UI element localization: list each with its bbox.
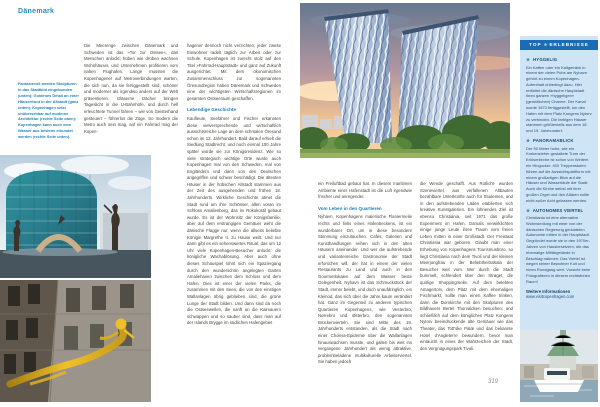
star-icon: ★ bbox=[526, 207, 531, 213]
sidebar-section-title-panoramablick bbox=[526, 138, 592, 144]
article-column-2 bbox=[187, 43, 281, 327]
page-header-country: Dänemark bbox=[18, 8, 55, 15]
sidebar-header-top: TOP bbox=[529, 42, 542, 48]
article-paragraph: hagener dennoch nicht verzichten; jeder zweite Einwohner radelt täglich zur Arbeit oder zur Schule. Kopenhagen ist zurecht stolz auf den Titel »Fahrrad-Hauptstadt« und ganz auf Zukunft ausgerichtet. Mit dem ökonomischen Zusammenschluss zur sogenannten Öresundregion haben Dänemark und Schweden eine der wichtigsten Wirtschaftsregionen im gesamten Ostseeraum geschaffen. bbox=[187, 43, 281, 101]
section-heading-history: Lebendige Geschichte bbox=[187, 107, 237, 113]
article-paragraph: Die Meerenge zwischen Dänemark und Schweden ist das »Tor zur Ostsee«, das Menschen anlockt; hüben wie drüben wachsen Wohnhäuser, und Unternehmen profitieren vom nahen Flughafen. Lange mussten die Kopenhagener auf Metroverbindungen warten, die sich nun, da sie fertiggestellt sind, schöner und moderner als irgendwo anders auf der Welt präsentieren. Gläserne Dächer bringen Tageslicht in die U-Bahnhöfe, und durch hell erleuchtete Tunnel fahren – wie von Geisterhand gesteuert – führerlos die Züge. So modern die Metro auch sein mag, auf ein Fahrrad mag der Kopen- bbox=[84, 43, 178, 134]
photo-fountain-sculptures bbox=[0, 155, 151, 278]
sidebar-section-body: Der 90 Meter hohe, wie ein Korkenzieher gestaltete Turm der Erlöserkirche ist schon von Weitem ein Hingucker. 400 Treppenstufen führen auf die Aussichtsplattform mit einem großartigen Blick auf die Häuser und Wasserläufe der Stadt. Auch die Kirche selbst mit ihrer großen Orgel und den Altären sollte nicht außer Acht gelassen werden. bbox=[526, 145, 591, 203]
photo-golden-facade-detail bbox=[0, 280, 151, 402]
sidebar-content bbox=[526, 53, 592, 299]
sidebar-section-title-autonomes-viertel bbox=[526, 208, 592, 214]
sidebar-header-bar bbox=[520, 40, 598, 50]
sidebar-section-title-text: AUTONOMES VIERTEL bbox=[532, 207, 584, 213]
sidebar-more-info-label: Weitere Informationen bbox=[526, 288, 571, 294]
photo-boat-marble-church bbox=[520, 330, 598, 402]
sidebar-more-info-url: www.visitcopenhagen.com bbox=[526, 293, 575, 299]
photo-caption: Fantasievoll werden Skulpturen in das Stadtbild eingebunden (unten); Goldenes Detail an einer Häuserfront in der Altstadt (ganz unten); Kopenhagen setzt unübersehbar auf moderne Architektur (rechte Seite oben); Kopenhagen kann auch vom Wasser aus bestens erkundet werden (rechte Seite unten). bbox=[18, 81, 79, 140]
page-number: 319 bbox=[487, 379, 498, 385]
tips-sidebar bbox=[520, 36, 598, 402]
star-icon: ★ bbox=[526, 138, 531, 144]
sidebar-section-title-text: HYGGELIG bbox=[532, 57, 558, 62]
sidebar-header-erlebnisse: ERLEBNISSE bbox=[549, 42, 589, 48]
section-heading-quarters: Vom Leben in den Quartieren bbox=[318, 205, 382, 211]
sidebar-section-body: Christiania ist eine alternative Wohnsiedlung mit einer von der dänischen Regierung geduldeten Autonomie mitten in der Hauptstadt. Gegründet wurde sie in den 1970er-Jahren von Hausbesetzern, die das ehemalige Militärgelände in Beschlag nahmen. Das Viertel ist wegen seiner Bewohner Kult und einen Rundgang wert. Vorsicht beim Fotografieren in diesem rechtsfreien Raum! bbox=[526, 215, 591, 284]
star-icon: ★ bbox=[543, 41, 548, 47]
article-paragraph: ein Freiluftbad gebaut hat. In diesem maritimen Ambiente einer Hafenstadt ist die Luft irgendwie frischer und anregender. bbox=[318, 181, 412, 200]
article-column-3 bbox=[318, 181, 412, 366]
article-column-1 bbox=[84, 43, 178, 135]
article-paragraph: Nyhavn, Kopenhagens malerische Flaniermeile rechts und links eines Hafenbeckens, ist ein wunderbarer Ort, um in diese besondere Stimmung einzutauchen. Cafés, Galerien und Kunsthandlungen reihen sich in den alten Häusern aneinander. Und wer die aufstrebende und variantenreiche Gastronomie der Stadt erforschen will, der hat in einem der vielen Restaurants zu Land und auch in den Gourmetlokalen auf dem Wasser beste Gelegenheit. Nyhavn ist das Schmuckstück der Stadt, immer belebt, und doch unaufdringlich, ein Kleinod, das sich über die Jahre kaum verändert hat. Ganz im Gegenteil zu anderen typischen Quartieren Kopenhagens, wie Vesterbro, Nørrebro und Østerbro, den sogenannten Brückenvierteln. Sie sind Mitte des 19. Jahrhunderts entstanden, als die Stadt nach einer Cholera-Epidemie über die Wallanlagen hinauswachsen musste, und galten bis weit ins vergangene Jahrhundert als wenig attraktive, problembeladene multikulturelle Arbeiterviertel. Sie haben jedoch bbox=[318, 214, 412, 365]
article-paragraph: Kaufleute, Seefahrer und Fischer erkannten diese vielversprechende und wirtschaftlich aussichtsreiche Lage an dem schmalen Öresund schon im 12. Jahrhundert. Bald darauf erhielt die Siedlung Stadtrecht, und noch einmal 100 Jahre später wurde sie zur Königsresidenz. Wie so viele strategisch wichtige Orte wurde auch Kopenhagen mal von den Schweden, mal von Engländern und dann von den Deutschen angegriffen und schwer beschädigt. Die ältesten Häuser in der hübschen Altstadt stammen aus der Zeit des ausgehenden und frühen 18. Jahrhunderts. Wirkliche Geschichte atmet die Stadt rund um ihre Schlösser, allen voran im Schloss Amalienborg, das im Rokokostil gebaut wurde. Es ist der Wohnsitz der Königsfamilie, aber auf dem erstrangigen Gemäuer weht die dänische Flagge nur, wenn die allseits beliebte Königin Margrethe II. zu Hause weilt. Und nur dann gibt es ein sehenswertes Ritual, das um 12 Uhr viele Kopenhagen-Besucher anlockt: die königliche Wachablösung. Aber auch ohne dieses Schauspiel lohnt sich ein Spaziergang durch den wunderschön angelegten Garten Amaliehaven zwischen dem Schloss und dem Hafen. Dies ist einer der vielen Parks, die zusammen mit den Seen, die von den einstigen Wallanlagen übrig geblieben sind, die grüne Lunge der Stadt bilden. Und dann sind da noch die Ostseewellen, die sanft an die Kaimauern schwappen und so sauber sind, dass man auf der Islands Brygge im südlichen Hafengebiet bbox=[187, 115, 281, 326]
article-paragraph: die Wende geschafft. Aus Rotlicht- wurden Szeneviertel, aus verfallenen Altbauten bezahlbare Unterkünfte auch für Studenten, und in den aufstrebenden Läden etablierten sich kreative Kunstgalerien. Ein lohnendes Ziel ist ebenso Christiania, seit 1971 das große Experiment im Hafen. Damals verwirklichten einige junge Leute ihren Traum vom freien Leben mitten in einer Großstadt. Der Freistaat Christiania war geboren. Glaubt man einer Erhebung von Kopenhagens Tourismusbüro, so liegt Christiania nach dem Tivoli und der kleinen Meerjungfrau in der Beliebtheitsskala der Besucher weit vorn. Wer durch die Stadt bummelt, schlendert über den Strøget, die quirlige Shoppingmeile. Auf dem belebten Amagertorv, dem Platz mit dem ehemaligen Fischmarkt, sollte man einen Kaffee trinken, dann die Domkirche mit den Skulpturen des Bildhauers Bertel Thorvaldsen besuchen; und schließlich auf dem königlichen Platz Kongens Nytorv beeindruckende alte Gemäuer wie das Theater, das Tott'ske Palæ und das bekannte Hotel d'Angleterre bewundern, bevor man eintaucht in eines der Wahrzeichen der Stadt, den Vergnügungspark Tivoli. bbox=[420, 181, 513, 351]
sidebar-section-title-hyggelig bbox=[526, 57, 592, 63]
sidebar-section-title-text: PANORAMABLICK bbox=[532, 138, 574, 144]
sidebar-section-body: Ein Kaffee oder ein Kaltgetränk in einem der vielen Pubs am Nyhavn gehört zu einem Kopenhagen-Aufenthalt unbedingt dazu. Hier entfaltet die dänische Hauptstadt ihren ganzen »hyggeligen« (gemütlichen) Charme. Der Kanal wurde 1673 fertiggestellt, um den Hafen mit dem Platz Kongens Nytorv zu verbinden. Die farbigen Häuser stammen größtenteils aus dem 18. und 19. Jahrhundert. bbox=[526, 64, 592, 134]
article-column-4 bbox=[420, 181, 513, 352]
star-icon: ★ bbox=[526, 57, 531, 62]
photo-modern-towers bbox=[300, 3, 510, 158]
